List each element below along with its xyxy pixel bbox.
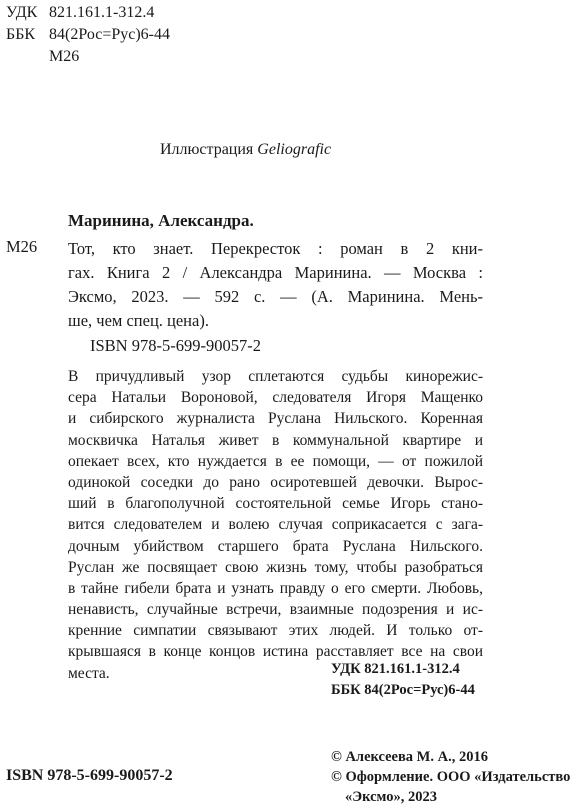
annotation-line: места. (68, 664, 110, 682)
bib-line: Эксмо, 2023. — 592 с. — (А. Маринина. Мень- (68, 287, 483, 306)
illustration-label: Иллюстрация (159, 141, 254, 158)
bbk-label: ББК (6, 26, 36, 43)
annotation-line: и сибирского журналиста Руслана Нильского. Коренная (68, 410, 483, 428)
annotation-line: дочным убийством старшего брата Руслана Нильского. (68, 537, 483, 555)
udk-label: УДК (6, 4, 38, 21)
classification-codes (6, 2, 170, 68)
annotation-line: В причудливый узор сплетаются судьбы кинорежис- (68, 368, 483, 385)
bib-line: ше, чем спец. цена). (68, 311, 209, 330)
copyright-line: © Оформление. ООО «Издательство (331, 769, 570, 785)
cutter-row (6, 46, 170, 68)
annotation-line: одинокой соседки до рано осиротевшей девочки. Вырос- (68, 473, 483, 491)
annotation-line: вится следователем и волею случая соприкасается с зага- (68, 516, 483, 534)
annotation-line: сера Натальи Вороновой, следователя Игоря Мащенко (68, 389, 483, 407)
isbn-bottom: ISBN 978-5-699-90057-2 (6, 767, 173, 784)
annotation-line: в тайне гибели брата и узнать правду о его смерти. Любовь, (68, 579, 483, 597)
copyright-block (331, 747, 570, 807)
bottom-classification (331, 659, 475, 701)
copyright-line: «Эксмо», 2023 (345, 789, 437, 805)
bibliographic-description (68, 237, 483, 333)
bib-line: Тот, кто знает. Перекресток : роман в 2 кни- (68, 239, 483, 258)
annotation-line: Руслан же посвящает свою жизнь тому, чтобы разобраться (68, 558, 483, 576)
annotation-line: крывшаяся в конце концов истина расставляет все на свои (68, 643, 483, 661)
cutter-value: М26 (49, 48, 80, 65)
cutter-mark: М26 (6, 237, 38, 256)
bbk-value: 84(2Рос=Рус)6-44 (49, 26, 171, 43)
bottom-bbk: ББК 84(2Рос=Рус)6-44 (331, 682, 475, 698)
author-heading: Маринина, Александра. (68, 211, 254, 230)
annotation-line: москвичка Наталья живет в коммунальной квартире и (68, 431, 483, 449)
annotation-line: ший в благополучной состоятельной семье Игорь стано- (68, 495, 483, 513)
illustrator-name: Geliografic (257, 141, 332, 158)
cutter-label (6, 46, 49, 68)
udk-value: 821.161.1-312.4 (49, 4, 155, 21)
annotation (68, 366, 483, 684)
udk-row (6, 2, 170, 24)
annotation-line: кренние симпатии связывают этих людей. И только от- (68, 622, 483, 640)
annotation-line: опекает всех, кто нуждается в ее помощи, — от пожилой (68, 452, 483, 470)
bbk-row (6, 24, 170, 46)
isbn-record: ISBN 978-5-699-90057-2 (90, 336, 261, 355)
illustration-credit (0, 141, 491, 159)
bib-line: гах. Книга 2 / Александра Маринина. — Москва : (68, 263, 483, 282)
annotation-line: ненависть, случайные встречи, взаимные подозрения и ис- (68, 601, 483, 619)
bottom-udk: УДК 821.161.1-312.4 (331, 661, 460, 677)
copyright-line: © Алексеева М. А., 2016 (331, 749, 488, 765)
